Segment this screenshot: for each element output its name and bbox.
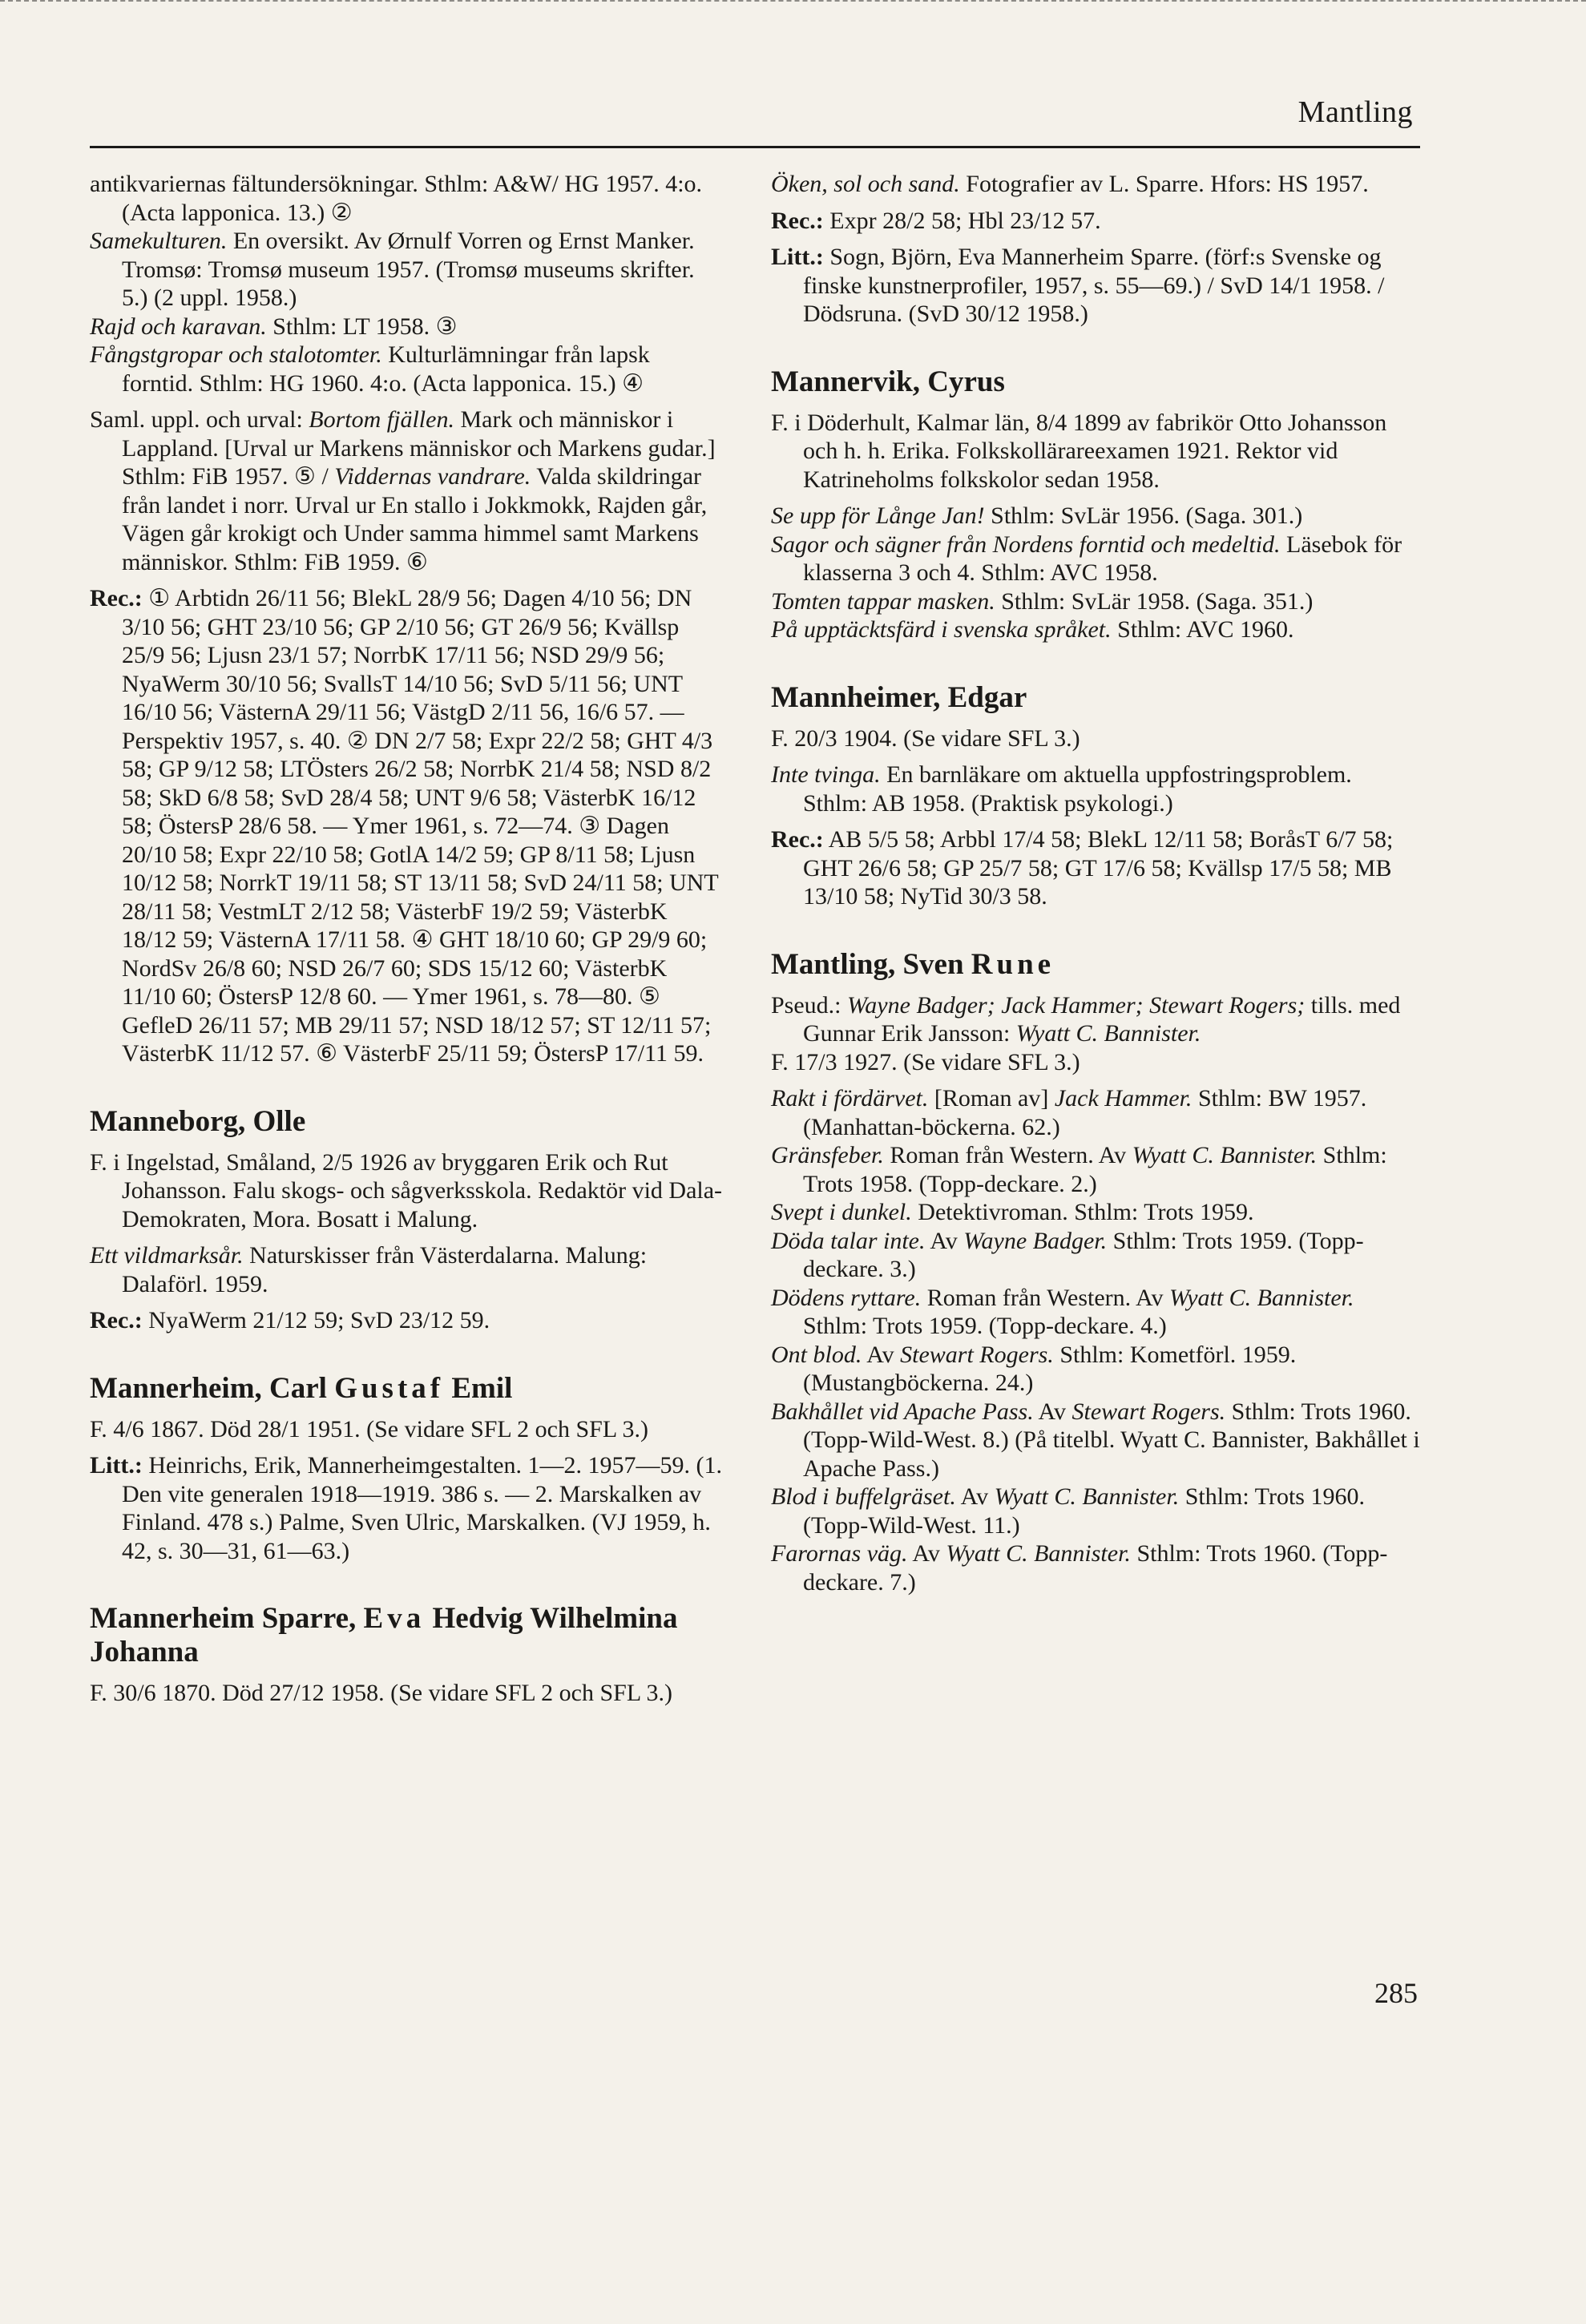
work-entry: Rakt i fördärvet. [Roman av] Jack Hammer. Sthlm: BW 1957. (Manhattan-böckerna. 62.) xyxy=(771,1085,1367,1140)
reviews-list: Rec.: AB 5/5 58; Arbbl 17/4 58; BlekL 12/11 58; BoråsT 6/7 58; GHT 26/6 58; GP 25/7 58; GT 17/6 58; Kvällsp 17/5 58; MB 13/10 58; NyTid 30/3 58. xyxy=(771,826,1394,910)
work-entry: På upptäcktsfärd i svenska språket. Sthlm: AVC 1960. xyxy=(771,616,1294,643)
work-entry: Sagor och sägner från Nordens forntid och medeltid. Läsebok för klasserna 3 och 4. Sthlm: AVC 1958. xyxy=(771,531,1402,586)
reviews-list: Rec.: Expr 28/2 58; Hbl 23/12 57. xyxy=(771,207,1101,234)
work-entry: Ont blod. Av Stewart Rogers. Sthlm: Kometförl. 1959. (Mustangböckerna. 24.) xyxy=(771,1341,1297,1396)
reviews-list: Rec.: NyaWerm 21/12 59; SvD 23/12 59. xyxy=(90,1307,490,1333)
right-column xyxy=(771,170,1422,1596)
work-entry: Samekulturen. En oversikt. Av Ørnulf Vorren og Ernst Manker. Tromsø: Tromsø museum 1957. (Tromsø museums skrifter. 5.) (2 uppl. 1958.) xyxy=(90,228,695,311)
work-entry: Gränsfeber. Roman från Western. Av Wyatt C. Bannister. Sthlm: Trots 1958. (Topp-deckare. 2.) xyxy=(771,1142,1387,1197)
literature-list: Litt.: Heinrichs, Erik, Mannerheimgestalten. 1—2. 1957—59. (1. Den vite generalen 1918—1919. 386 s. — 2. Marskalken av Finland. 478 s.) Palme, Sven Ulric, Marskalken. (VJ 1959, h. 42, s. 30—31, 61—63.) xyxy=(90,1452,723,1564)
biography: F. 20/3 1904. (Se vidare SFL 3.) xyxy=(771,724,1080,752)
author-heading: Mantling, Sven Rune xyxy=(771,947,1055,981)
pseudonyms: Pseud.: Wayne Badger; Jack Hammer; Stewart Rogers; tills. med Gunnar Erik Jansson: Wyatt C. Bannister. xyxy=(771,991,1401,1047)
work-entry: Bakhållet vid Apache Pass. Av Stewart Rogers. Sthlm: Trots 1960. (Topp-Wild-West. 8.) (På titelbl. Wyatt C. Bannister, Bakhållet i Apache Pass.) xyxy=(771,1398,1420,1482)
work-entry: Inte tvinga. En barnläkare om aktuella uppfostringsproblem. Sthlm: AB 1958. (Praktisk psykologi.) xyxy=(771,761,1352,817)
page-top-edge xyxy=(0,0,1586,3)
author-heading: Mannervik, Cyrus xyxy=(771,365,1005,398)
work-entry: Fångstgropar och stalotomter. Kulturlämningar från lapsk forntid. Sthlm: HG 1960. 4:o. (Acta lapponica. 15.) ④ xyxy=(90,341,650,397)
collected-works-entry: Saml. uppl. och urval: Bortom fjällen. Mark och människor i Lappland. [Urval ur Markens människor och Markens gudar.] Sthlm: FiB 1957. ⑤ / Viddernas vandrare. Valda skildringar från landet i norr. Urval ur En stallo i Jokkmokk, Rajden går, Vägen går krokigt och Under samma himmel samt Markens människor. Sthlm: FiB 1959. ⑥ xyxy=(90,406,716,575)
work-entry: Öken, sol och sand. Fotografier av L. Sparre. Hfors: HS 1957. xyxy=(771,171,1369,197)
left-column xyxy=(90,170,724,1708)
reviews-list: Rec.: ① Arbtidn 26/11 56; BlekL 28/9 56; Dagen 4/10 56; DN 3/10 56; GHT 23/10 56; GP 2/10 56; GT 26/9 56; Kvällsp 25/9 56; Ljusn 23/1 57; NorrbK 17/11 56; NSD 29/9 56; NyaWerm 30/10 56; SvallsT 14/10 56; SvD 5/11 56; UNT 16/10 56; VästernA 29/11 56; VästgD 2/11 56, 16/6 57. — Perspektiv 1957, s. 40. ② DN 2/7 58; Expr 22/2 58; GHT 4/3 58; GP 9/12 58; LTÖsters 26/2 58; NorrbK 21/4 58; NSD 8/2 58; SkD 6/8 58; SvD 28/4 58; UNT 9/6 58; VästerbK 16/12 58; ÖstersP 28/6 58. — Ymer 1961, s. 72—74. ③ Dagen 20/10 58; Expr 22/10 58; GotlA 14/2 59; GP 8/11 58; Ljusn 10/12 58; NorrkT 19/11 58; ST 13/11 58; SvD 24/11 58; UNT 28/11 58; VestmLT 2/12 58; VästerbF 19/2 59; VästerbK 18/12 59; VästernA 17/11 58. ④ GHT 18/10 60; GP 29/9 60; NordSv 26/8 60; NSD 26/7 60; SDS 15/12 60; VästerbK 11/10 60; ÖstersP 12/8 60. — Ymer 1961, s. 78—80. ⑤ GefleD 26/11 57; MB 29/11 57; NSD 18/12 57; ST 12/11 57; VästerbK 11/12 57. ⑥ VästerbF 25/11 59; ÖstersP 17/11 59. xyxy=(90,585,719,1067)
work-entry: Se upp för Långe Jan! Sthlm: SvLär 1956. (Saga. 301.) xyxy=(771,502,1303,529)
author-heading: Mannheimer, Edgar xyxy=(771,680,1027,714)
running-head: Mantling xyxy=(1297,95,1413,129)
work-entry: Tomten tappar masken. Sthlm: SvLär 1958. (Saga. 351.) xyxy=(771,587,1314,615)
work-entry: Döda talar inte. Av Wayne Badger. Sthlm: Trots 1959. (Topp-deckare. 3.) xyxy=(771,1227,1364,1282)
work-entry: Dödens ryttare. Roman från Western. Av Wyatt C. Bannister. Sthlm: Trots 1959. (Topp-deckare. 4.) xyxy=(771,1284,1354,1339)
literature-list: Litt.: Sogn, Björn, Eva Mannerheim Sparre. (förf:s Svenske og finske kunstnerprofiler, 1957, s. 55—69.) / SvD 14/1 1958. / Dödsruna. (SvD 30/12 1958.) xyxy=(771,244,1385,327)
work-entry: Svept i dunkel. Detektivroman. Sthlm: Trots 1959. xyxy=(771,1199,1254,1225)
work-entry: antikvariernas fältundersökningar. Sthlm: A&W/ HG 1957. 4:o. (Acta lapponica. 13.) ② xyxy=(90,171,703,226)
biography: F. 17/3 1927. (Se vidare SFL 3.) xyxy=(771,1048,1080,1075)
biography: F. 4/6 1867. Död 28/1 1951. (Se vidare SFL 2 och SFL 3.) xyxy=(90,1415,649,1442)
author-heading: Mannerheim Sparre, Eva Hedvig Wilhelmina Johanna xyxy=(90,1602,678,1668)
work-entry: Ett vildmarksår. Naturskisser från Västerdalarna. Malung: Dalaförl. 1959. xyxy=(90,1242,648,1297)
page-number: 285 xyxy=(1374,1977,1418,2009)
author-heading: Manneborg, Olle xyxy=(90,1104,306,1138)
author-heading: Mannerheim, Carl Gustaf Emil xyxy=(90,1371,513,1405)
work-entry: Rajd och karavan. Sthlm: LT 1958. ③ xyxy=(90,313,458,340)
work-entry: Blod i buffelgräset. Av Wyatt C. Bannister. Sthlm: Trots 1960. (Topp-Wild-West. 11.) xyxy=(771,1483,1365,1539)
biography: F. 30/6 1870. Död 27/12 1958. (Se vidare SFL 2 och SFL 3.) xyxy=(90,1680,673,1706)
header-rule xyxy=(90,146,1420,148)
work-entry: Farornas väg. Av Wyatt C. Bannister. Sthlm: Trots 1960. (Topp-deckare. 7.) xyxy=(771,1540,1388,1596)
biography: F. i Döderhult, Kalmar län, 8/4 1899 av fabrikör Otto Johansson och h. h. Erika. Folkskollärareexamen 1921. Rektor vid Katrineholms folkskolor sedan 1958. xyxy=(771,409,1387,493)
biography: F. i Ingelstad, Småland, 2/5 1926 av bryggaren Erik och Rut Johansson. Falu skogs- och sågverksskola. Redaktör vid Dala-Demokraten, Mora. Bosatt i Malung. xyxy=(90,1148,723,1233)
